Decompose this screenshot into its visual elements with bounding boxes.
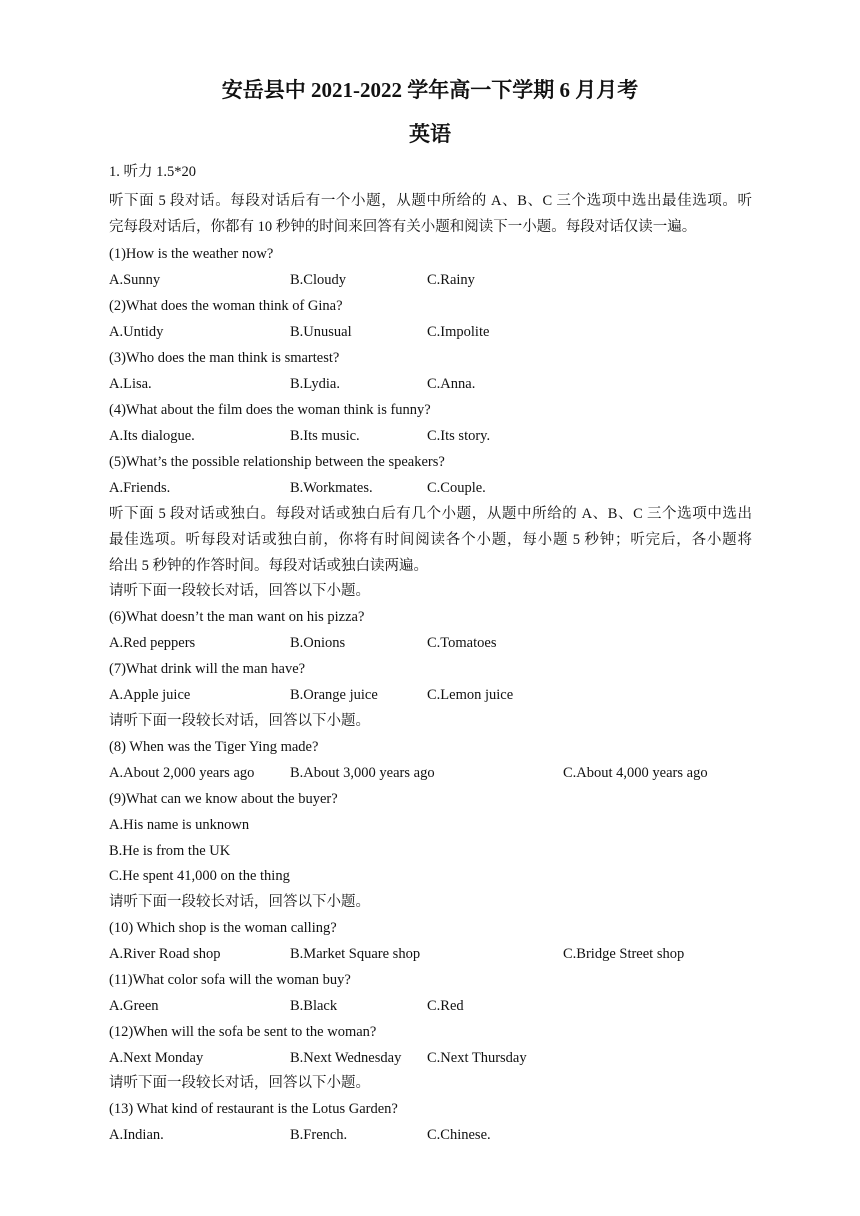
question-text: (10) Which shop is the woman calling? bbox=[109, 920, 337, 936]
question-text: (11)What color sofa will the woman buy? bbox=[109, 972, 351, 988]
option-b: B.Orange juice bbox=[290, 687, 378, 703]
option-b: B.Lydia. bbox=[290, 376, 340, 392]
instructions-line: 听下面 5 段对话。每段对话后有一个小题，从题中所给的 A、B、C 三个选项中选出最佳选项。听 bbox=[109, 193, 752, 209]
question-text: (5)What’s the possible relationship between the speakers? bbox=[109, 454, 445, 470]
question-text: (3)Who does the man think is smartest? bbox=[109, 350, 340, 366]
option-c: C.Tomatoes bbox=[427, 635, 497, 651]
option-c: C.He spent 41,000 on the thing bbox=[109, 868, 290, 884]
option-c: C.Next Thursday bbox=[427, 1050, 527, 1066]
option-c: C.Bridge Street shop bbox=[563, 946, 685, 962]
option-a: A.Its dialogue. bbox=[109, 428, 195, 444]
option-c: C.Impolite bbox=[427, 324, 490, 340]
option-b: B.Onions bbox=[290, 635, 346, 651]
option-b: B.Black bbox=[290, 998, 338, 1014]
option-b: B.French. bbox=[290, 1127, 348, 1143]
question-text: (9)What can we know about the buyer? bbox=[109, 791, 338, 807]
instructions-line: 最佳选项。听每段对话或独白前，你将有时间阅读各个小题，每小题 5 秒钟；听完后，各小题将 bbox=[109, 532, 752, 548]
question-text: (2)What does the woman think of Gina? bbox=[109, 298, 343, 314]
option-a: A.Untidy bbox=[109, 324, 164, 340]
question-text: (7)What drink will the man have? bbox=[109, 661, 306, 677]
option-a: A.Red peppers bbox=[109, 635, 196, 651]
listening-prompt: 请听下面一段较长对话，回答以下小题。 bbox=[109, 713, 370, 729]
option-b: B.Its music. bbox=[290, 428, 360, 444]
option-c: C.Couple. bbox=[427, 480, 486, 496]
option-c: C.Rainy bbox=[427, 272, 475, 288]
option-c: C.Anna. bbox=[427, 376, 476, 392]
question-text: (13) What kind of restaurant is the Lotus Garden? bbox=[109, 1101, 398, 1117]
option-c: C.Chinese. bbox=[427, 1127, 491, 1143]
question-text: (6)What doesn’t the man want on his pizza? bbox=[109, 609, 365, 625]
subject-title: 英语 bbox=[409, 122, 451, 146]
option-a: A.Indian. bbox=[109, 1127, 164, 1143]
option-b: B.Market Square shop bbox=[290, 946, 421, 962]
option-a: A.Sunny bbox=[109, 272, 161, 288]
option-c: C.Lemon juice bbox=[427, 687, 514, 703]
option-b: B.Cloudy bbox=[290, 272, 346, 288]
option-b: B.He is from the UK bbox=[109, 843, 231, 859]
instructions-line: 完每段对话后，你都有 10 秒钟的时间来回答有关小题和阅读下一小题。每段对话仅读一遍。 bbox=[109, 219, 697, 235]
question-text: (4)What about the film does the woman think is funny? bbox=[109, 402, 431, 418]
option-a: A.Green bbox=[109, 998, 159, 1014]
option-a: A.Apple juice bbox=[109, 687, 191, 703]
option-c: C.Its story. bbox=[427, 428, 491, 444]
listening-prompt: 请听下面一段较长对话，回答以下小题。 bbox=[109, 1075, 370, 1091]
instructions-line: 听下面 5 段对话或独白。每段对话或独白后有几个小题，从题中所给的 A、B、C 三个选项中选出 bbox=[109, 506, 752, 522]
question-text: (12)When will the sofa be sent to the woman? bbox=[109, 1024, 377, 1040]
instructions-line: 给出 5 秒钟的作答时间。每段对话或独白读两遍。 bbox=[109, 558, 428, 574]
option-a: A.Lisa. bbox=[109, 376, 152, 392]
option-a: A.About 2,000 years ago bbox=[109, 765, 255, 781]
section-heading: 1. 听力 1.5*20 bbox=[109, 164, 196, 180]
option-b: B.Workmates. bbox=[290, 480, 373, 496]
listening-prompt: 请听下面一段较长对话，回答以下小题。 bbox=[109, 894, 370, 910]
listening-prompt: 请听下面一段较长对话，回答以下小题。 bbox=[109, 583, 370, 599]
option-b: B.Next Wednesday bbox=[290, 1050, 402, 1066]
question-text: (1)How is the weather now? bbox=[109, 246, 274, 262]
option-c: C.Red bbox=[427, 998, 464, 1014]
question-text: (8) When was the Tiger Ying made? bbox=[109, 739, 319, 755]
exam-title: 安岳县中 2021-2022 学年高一下学期 6 月月考 bbox=[221, 78, 639, 102]
option-a: A.His name is unknown bbox=[109, 817, 250, 833]
option-a: A.Next Monday bbox=[109, 1050, 204, 1066]
option-b: B.About 3,000 years ago bbox=[290, 765, 435, 781]
option-c: C.About 4,000 years ago bbox=[563, 765, 708, 781]
option-a: A.River Road shop bbox=[109, 946, 221, 962]
option-b: B.Unusual bbox=[290, 324, 352, 340]
option-a: A.Friends. bbox=[109, 480, 171, 496]
